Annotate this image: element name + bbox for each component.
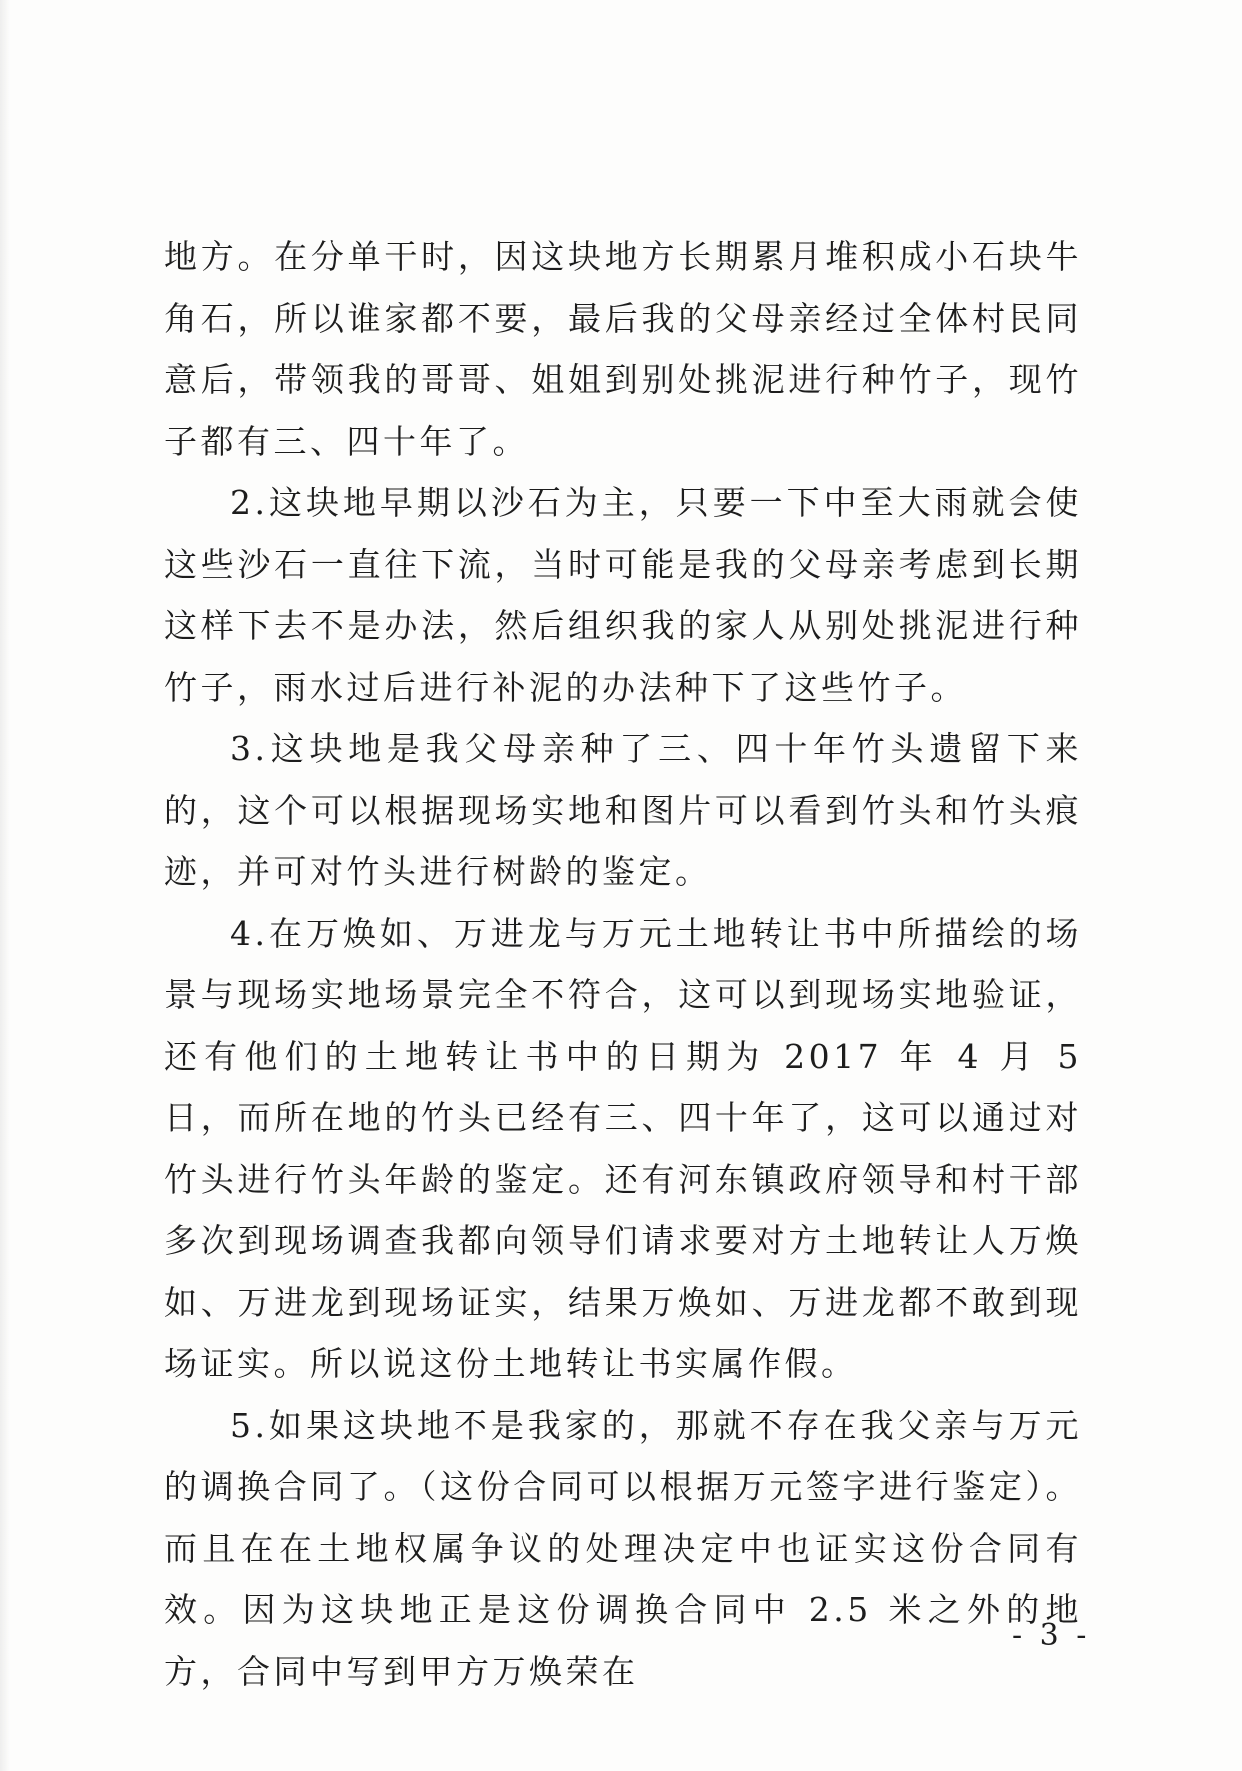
paragraph-item-3: 3.这块地是我父母亲种了三、四十年竹头遗留下来的，这个可以根据现场实地和图片可以看到竹头和竹头痕迹，并可对竹头进行树龄的鉴定。 — [164, 729, 1082, 891]
document-body — [164, 226, 1082, 1702]
paragraph-continuation: 地方。在分单干时，因这块地方长期累月堆积成小石块牛角石，所以谁家都不要，最后我的父母亲经过全体村民同意后，带领我的哥哥、姐姐到别处挑泥进行种竹子，现竹子都有三、四十年了。 — [164, 237, 1082, 461]
paragraph-item-5: 5.如果这块地不是我家的，那就不存在我父亲与万元的调换合同了。（这份合同可以根据万元签字进行鉴定）。而且在在土地权属争议的处理决定中也证实这份合同有效。因为这块地正是这份调换合同中 2.5 米之外的地方，合同中写到甲方万焕荣在 — [164, 1405, 1082, 1691]
page-number: - 3 - — [1012, 1618, 1091, 1653]
paragraph-item-2: 2.这块地早期以沙石为主，只要一下中至大雨就会使这些沙石一直往下流，当时可能是我的父母亲考虑到长期这样下去不是办法，然后组织我的家人从别处挑泥进行种竹子，雨水过后进行补泥的办法种下了这些竹子。 — [164, 483, 1082, 707]
scan-edge-shadow — [0, 0, 10, 1771]
paragraph-item-4: 4.在万焕如、万进龙与万元土地转让书中所描绘的场景与现场实地场景完全不符合，这可以到现场实地验证，还有他们的土地转让书中的日期为 2017 年 4 月 5 日，而所在地的竹头已经有三、四十年了，这可以通过对竹头进行竹头年龄的鉴定。还有河东镇政府领导和村干部多次到现场调查我都向领导们请求要对方土地转让人万焕如、万进龙到现场证实，结果万焕如、万进龙都不敢到现场证实。所以说这份土地转让书实属作假。 — [164, 913, 1082, 1383]
